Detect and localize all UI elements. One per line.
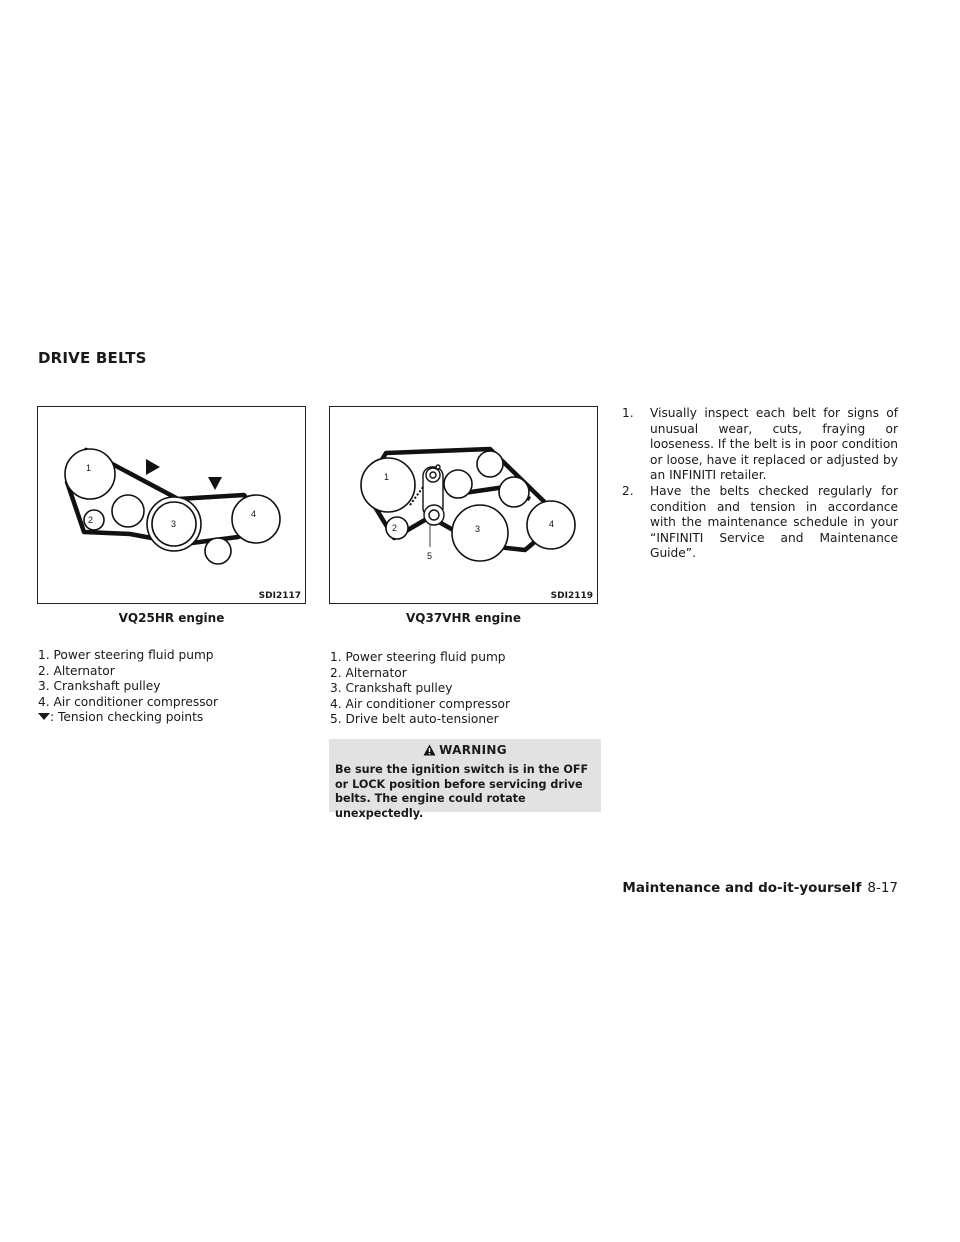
list-item — [38, 710, 218, 726]
idler-pulley — [444, 470, 472, 498]
tensioner-pulley — [205, 538, 231, 564]
figure-vq25hr — [37, 406, 306, 604]
inspection-steps — [622, 406, 898, 562]
list-item: 3. Crankshaft pulley — [330, 681, 453, 695]
section-title: DRIVE BELTS — [38, 349, 147, 367]
list-item: 1. Power steering fluid pump — [38, 648, 214, 662]
step-text: Have the belts checked regularly for condition and tension in accordance with the maintenance schedule in your “INFINITI Service and Maintenance Guide”. — [650, 483, 898, 561]
label-3: 3 — [475, 524, 481, 534]
list-item: 5. Drive belt auto-tensioner — [330, 712, 499, 726]
list-item: 4. Air conditioner compressor — [330, 696, 511, 711]
list-item: 2. Alternator — [330, 665, 407, 680]
chapter-title: Maintenance and do-it-yourself — [622, 880, 862, 896]
legend-list-vq25hr — [38, 648, 218, 726]
page-footer — [622, 880, 898, 896]
warning-icon — [423, 744, 436, 756]
list-item: 2. Alternator — [38, 663, 115, 678]
vq25hr-belt-diagram — [38, 407, 305, 603]
auto-tensioner — [423, 465, 444, 525]
warning-box — [329, 739, 601, 820]
list-item: 1. Power steering fluid pump — [330, 650, 506, 664]
step-number: 2. — [622, 483, 634, 498]
pulley-4 — [232, 495, 280, 543]
pulley-1 — [361, 458, 415, 512]
pulley-2 — [84, 510, 104, 530]
label-5: 5 — [427, 551, 433, 561]
pulley-1 — [65, 449, 115, 499]
list-item — [622, 406, 898, 484]
figure-code: SDI2119 — [550, 591, 593, 601]
step-text: Visually inspect each belt for signs of unusual wear, cuts, fraying or looseness. If the belt is in poor condition or loose, have it replaced or adjusted by an INFINITI retailer. — [650, 406, 898, 483]
label-3: 3 — [171, 519, 177, 529]
label-2: 2 — [392, 523, 398, 533]
idler-pulley — [112, 495, 144, 527]
figure-caption: VQ25HR engine — [118, 611, 225, 625]
page-number: 8-17 — [867, 880, 898, 896]
legend-list-vq37vhr — [330, 650, 510, 728]
figure-vq37vhr — [329, 406, 598, 604]
figure-caption: VQ37VHR engine — [405, 611, 521, 625]
label-4: 4 — [549, 519, 555, 529]
idler-pulley-top — [477, 451, 503, 477]
warning-heading — [329, 743, 601, 757]
list-item — [622, 484, 898, 562]
step-number: 1. — [622, 406, 634, 420]
warning-text: Be sure the ignition switch is in the OFF or LOCK position before servicing drive belts. The engine could rotate unexpectedly. — [335, 763, 589, 820]
figure-code: SDI2117 — [258, 591, 301, 601]
legend-text: : Tension checking points — [50, 710, 204, 724]
list-item: 3. Crankshaft pulley — [38, 679, 161, 693]
vq37vhr-belt-diagram — [330, 407, 597, 603]
idler-pulley-right — [499, 477, 529, 507]
label-1: 1 — [86, 463, 92, 473]
tension-point-arrow — [146, 459, 160, 475]
tension-point-arrow — [208, 477, 222, 490]
list-item: 4. Air conditioner compressor — [38, 694, 219, 709]
label-4: 4 — [251, 509, 257, 519]
down-triangle-icon — [38, 713, 50, 720]
label-1: 1 — [384, 472, 390, 482]
warning-title: WARNING — [439, 743, 507, 757]
label-2: 2 — [88, 515, 94, 525]
